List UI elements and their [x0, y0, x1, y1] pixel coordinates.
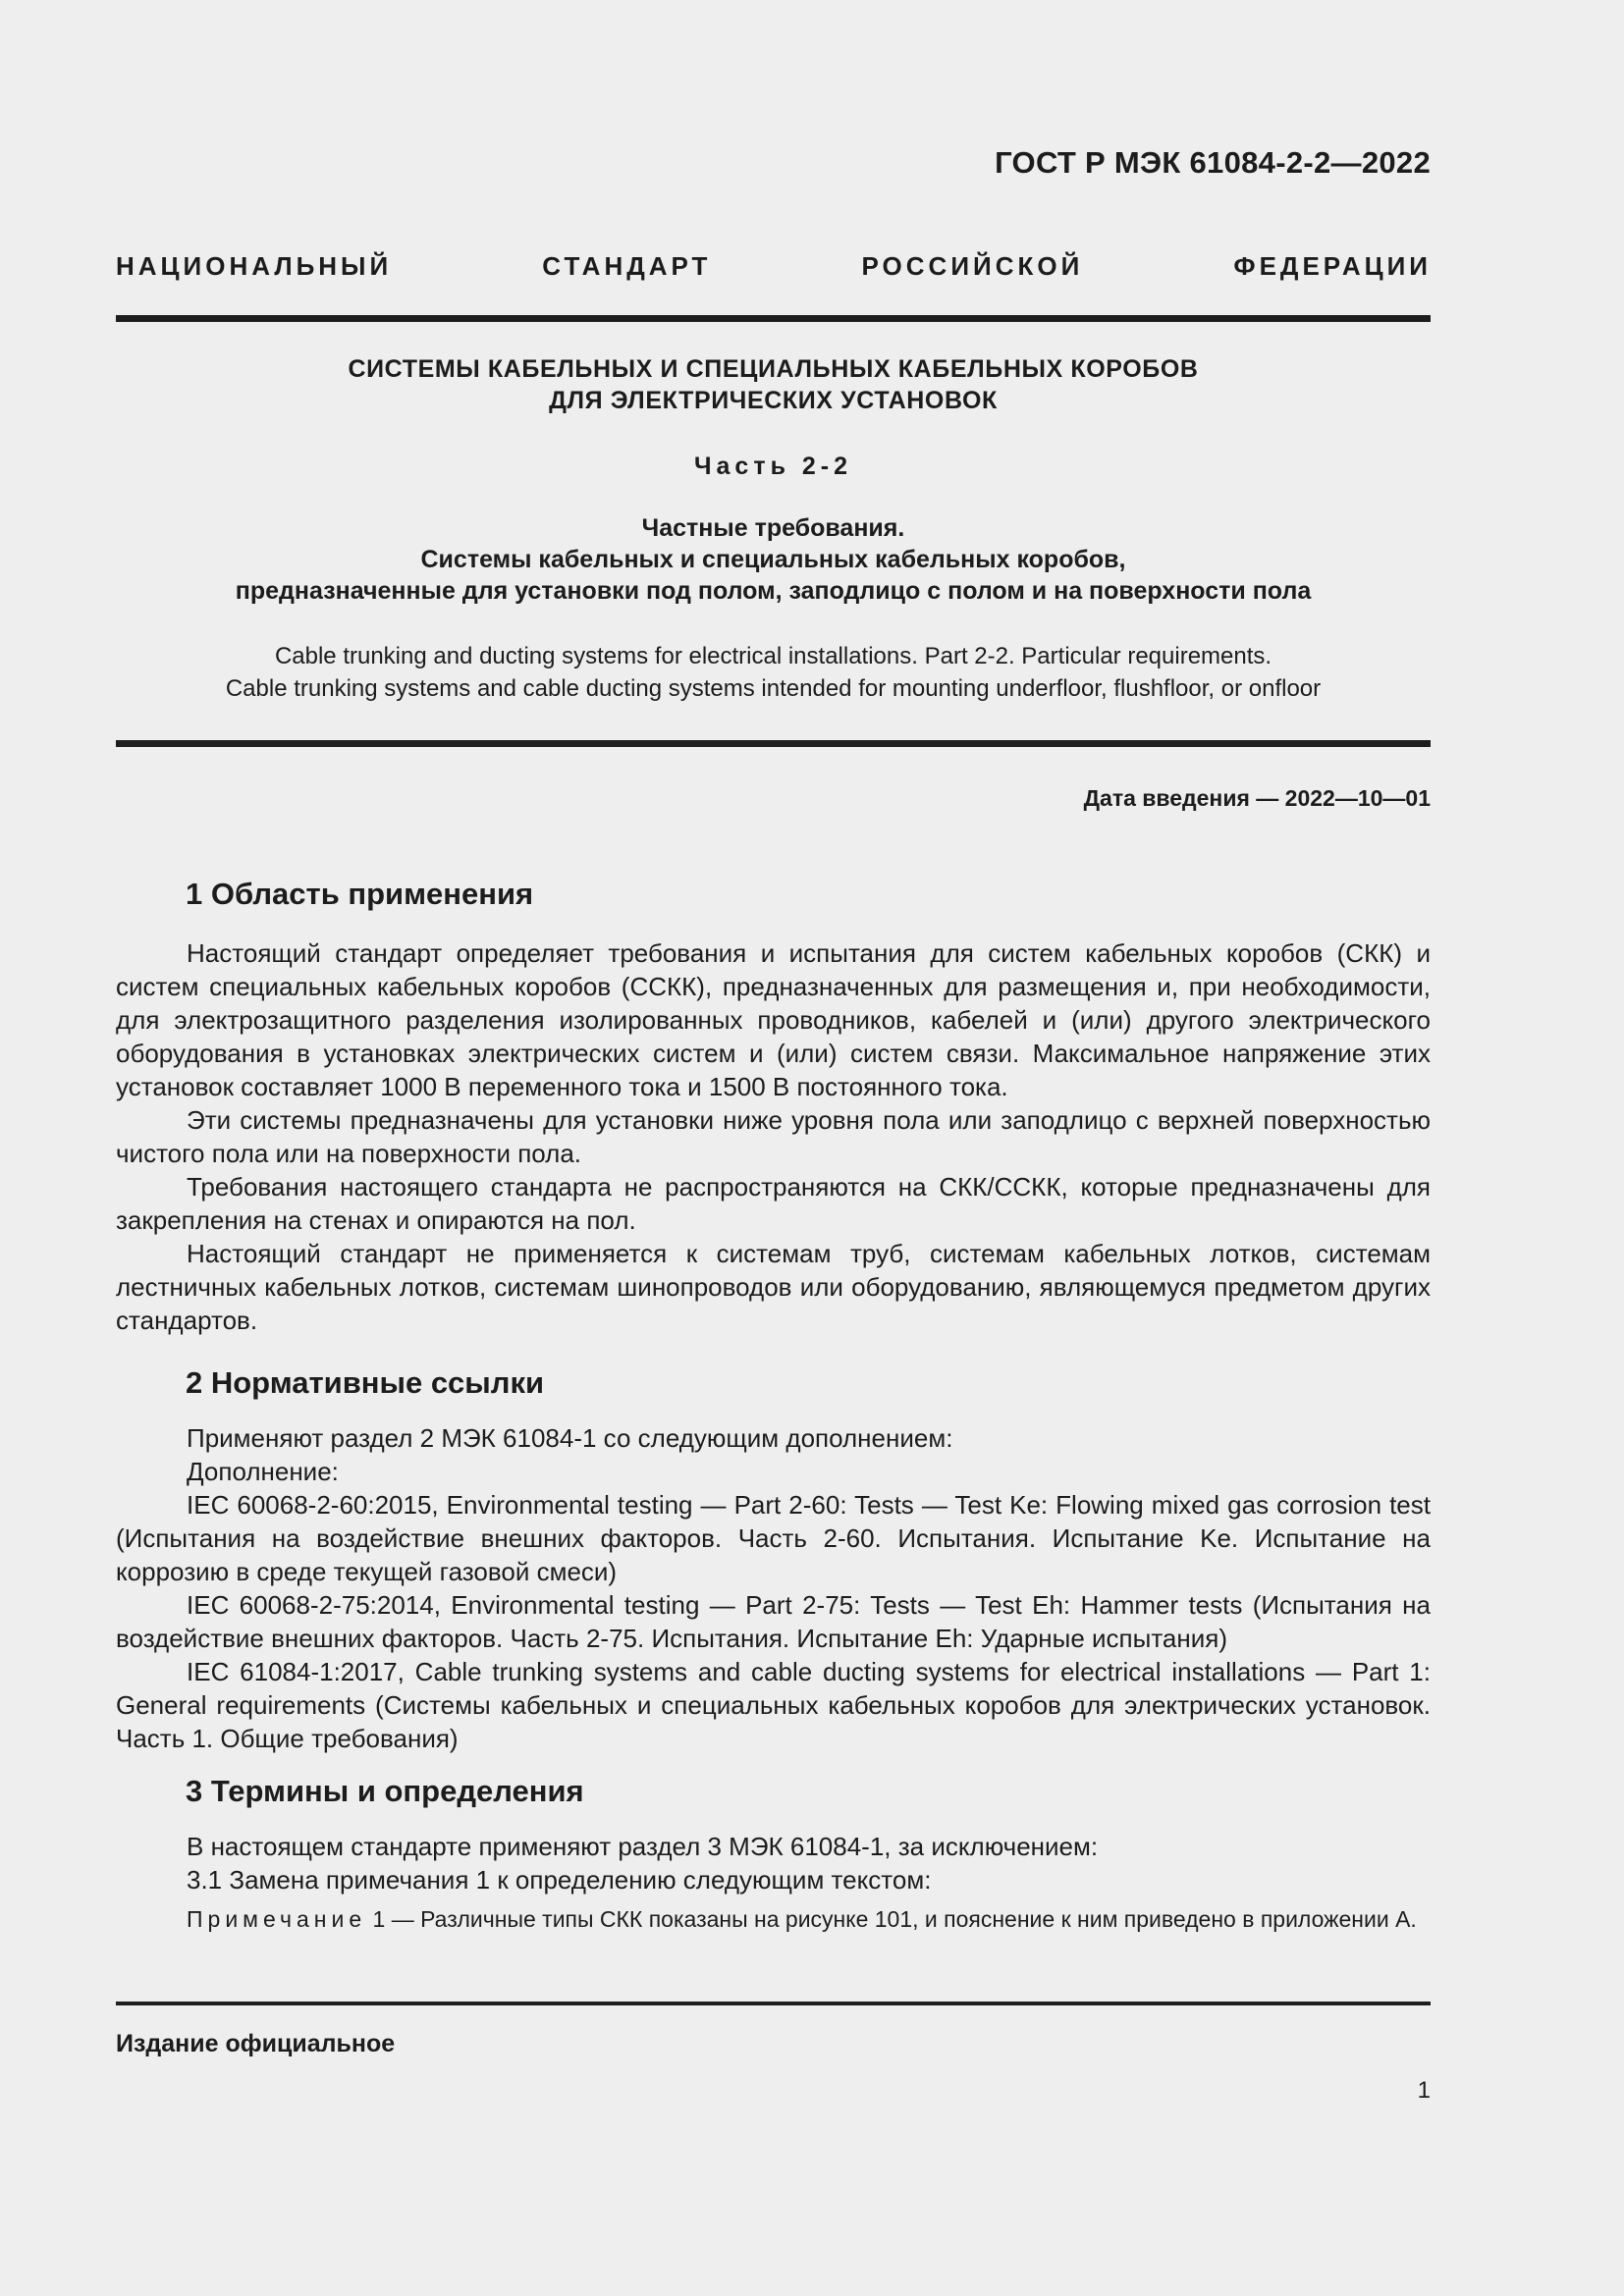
note-paragraph: [116, 1904, 1431, 1934]
section-2-line-2: Дополнение:: [187, 1457, 339, 1486]
section-1-paragraph-4: Настоящий стандарт не применяется к системам труб, системам кабельных лотков, системам лестничных кабельных лотков, системам шинопроводов или оборудованию, являющемуся предметом других стандартов.: [116, 1239, 1431, 1335]
subtitle-line-2: Системы кабельных и специальных кабельных коробов,: [420, 546, 1126, 573]
english-title-line-2: Cable trunking systems and cable ducting systems intended for mounting underfloor, flushfloor, or onfloor: [225, 675, 1322, 702]
document-subtitle: [116, 512, 1431, 607]
section-1-paragraph-1: Настоящий стандарт определяет требования и испытания для систем кабельных коробов (СКК) и систем специальных кабельных коробов (ССКК), предназначенных для размещения и, при необходимости, для электрозащитного разделения изолированных проводников, кабелей и (или) другого электрического оборудования в установках электрических систем и (или) систем связи. Максимальное напряжение этих установок составляет 1000 В переменного тока и 1500 В постоянного тока.: [116, 938, 1431, 1101]
section-2-body: [116, 1421, 1431, 1755]
title-line-1: СИСТЕМЫ КАБЕЛЬНЫХ И СПЕЦИАЛЬНЫХ КАБЕЛЬНЫХ КОРОБОВ: [348, 355, 1199, 383]
section-3-line-2: 3.1 Замена примечания 1 к определению следующим текстом:: [187, 1865, 932, 1895]
section-3-body: [116, 1830, 1431, 1896]
section-1-paragraph-3: Требования настоящего стандарта не распространяются на СКК/ССКК, которые предназначены для закрепления на стенах и опираются на пол.: [116, 1172, 1431, 1235]
section-1-paragraph-2: Эти системы предназначены для установки ниже уровня пола или заподлицо с верхней поверхностью чистого пола или на поверхности пола.: [116, 1105, 1431, 1168]
note-label: Примечание: [187, 1906, 367, 1932]
english-title-line-1: Cable trunking and ducting systems for electrical installations. Part 2-2. Particular requirements.: [274, 643, 1272, 669]
section-2-line-1: Применяют раздел 2 МЭК 61084-1 со следующим дополнением:: [187, 1423, 953, 1453]
title-divider: [116, 740, 1431, 747]
title-line-2: ДЛЯ ЭЛЕКТРИЧЕСКИХ УСТАНОВОК: [549, 387, 998, 414]
section-1-heading: 1 Область применения: [186, 877, 534, 911]
reference-iec-60068-2-75: IEC 60068-2-75:2014, Environmental testing — Part 2-75: Tests — Test Eh: Hammer tests (Испытания на воздействие внешних факторов. Часть 2-75. Испытания. Испытание Eh: Ударные испытания): [116, 1590, 1431, 1653]
section-2-heading: 2 Нормативные ссылки: [186, 1365, 545, 1400]
section-1-body: [116, 936, 1431, 1337]
national-standard-banner: НАЦИОНАЛЬНЫЙ СТАНДАРТ РОССИЙСКОЙ ФЕДЕРАЦИИ: [116, 251, 1432, 281]
note-block: [116, 1904, 1431, 1934]
document-title: [116, 353, 1431, 416]
english-title: [116, 640, 1431, 705]
footer-divider: [116, 2002, 1431, 2005]
standard-code: ГОСТ Р МЭК 61084-2-2—2022: [995, 145, 1431, 180]
official-edition-label: Издание официальное: [116, 2030, 396, 2057]
section-3-heading: 3 Термины и определения: [186, 1774, 584, 1808]
section-3-line-1: В настоящем стандарте применяют раздел 3 МЭК 61084-1, за исключением:: [187, 1832, 1099, 1861]
reference-iec-60068-2-60: IEC 60068-2-60:2015, Environmental testing — Part 2-60: Tests — Test Ke: Flowing mixed gas corrosion test (Испытания на воздействие внешних факторов. Часть 2-60. Испытания. Испытание Ke. Испытание на коррозию в среде текущей газовой смеси): [116, 1490, 1431, 1586]
subtitle-line-1: Частные требования.: [641, 514, 905, 542]
introduction-date: Дата введения — 2022—10—01: [1083, 785, 1431, 811]
reference-iec-61084-1: IEC 61084-1:2017, Cable trunking systems and cable ducting systems for electrical installations — Part 1: General requirements (Системы кабельных и специальных кабельных коробов для электрических установок. Часть 1. Общие требования): [116, 1657, 1431, 1753]
top-divider: [116, 315, 1431, 322]
note-text: 1 — Различные типы СКК показаны на рисунке 101, и пояснение к ним приведено в приложении А.: [366, 1906, 1417, 1932]
subtitle-line-3: предназначенные для установки под полом, заподлицо с полом и на поверхности пола: [235, 577, 1312, 605]
part-number: Часть 2-2: [693, 453, 853, 480]
page-number: 1: [1417, 2077, 1431, 2104]
